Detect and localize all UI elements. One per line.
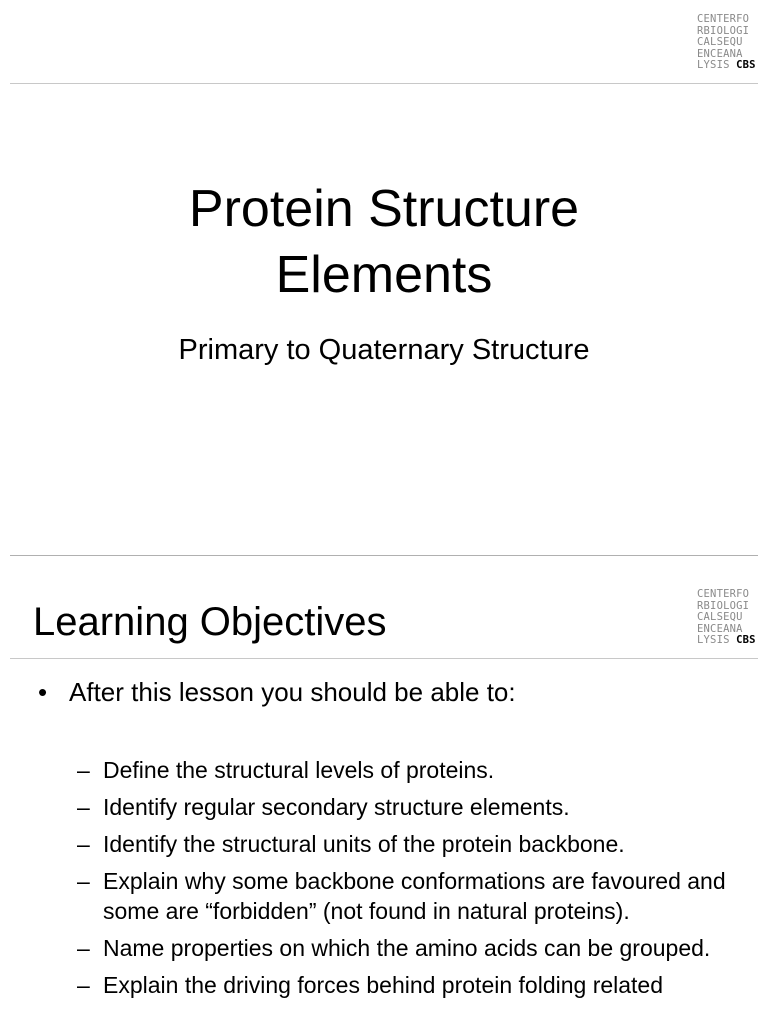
objective-text: Identify regular secondary structure elements. [103, 794, 570, 820]
main-bullet [38, 675, 516, 709]
slide-heading: Learning Objectives [33, 600, 387, 644]
header-rule [10, 658, 758, 659]
slide-title-line: Elements [275, 246, 493, 304]
cbs-logo [697, 589, 756, 647]
list-item [77, 970, 757, 1000]
logo-row: CALSEQU [697, 36, 743, 48]
logo-row: ENCEANA [697, 622, 743, 635]
main-bullet-text: After this lesson you should be able to: [69, 677, 516, 707]
logo-row: CENTERFO [697, 588, 750, 600]
dash-marker: – [77, 972, 90, 998]
logo-row: ENCEANA [697, 47, 743, 60]
list-item [77, 866, 757, 926]
list-item [77, 933, 757, 963]
slide-title [0, 176, 768, 308]
slide-title-line: Protein Structure [188, 180, 580, 238]
logo-mark: CBS [736, 634, 756, 646]
dash-marker: – [77, 757, 90, 783]
list-item [77, 829, 757, 859]
objectives-list [77, 755, 757, 1007]
logo-row: CENTERFO [697, 13, 750, 25]
logo-mark: CBS [736, 59, 756, 71]
bullet-marker: • [38, 677, 48, 707]
header-rule [10, 83, 758, 84]
logo-row: RBIOLOGI [697, 24, 750, 37]
logo-row-text: LYSIS [697, 634, 730, 646]
slide-subtitle: Primary to Quaternary Structure [178, 334, 590, 366]
logo-row [697, 635, 756, 647]
objective-text: Explain why some backbone conformations are favoured and some are “forbidden” (not found in natural proteins). [103, 868, 726, 924]
objectives-slide [0, 557, 768, 1024]
logo-row [697, 60, 756, 72]
dash-marker: – [77, 794, 90, 820]
dash-marker: – [77, 831, 90, 857]
objective-text: Explain the driving forces behind protein folding related [103, 972, 664, 998]
objective-text: Identify the structural units of the protein backbone. [103, 831, 625, 857]
slide-divider [10, 555, 758, 556]
logo-row-text: LYSIS [697, 59, 730, 71]
logo-row: RBIOLOGI [697, 599, 750, 612]
cbs-logo [697, 14, 756, 72]
objective-text: Define the structural levels of proteins. [103, 757, 495, 783]
dash-marker: – [77, 935, 90, 961]
objective-text: Name properties on which the amino acids can be grouped. [103, 935, 711, 961]
logo-row: CALSEQU [697, 611, 743, 623]
list-item [77, 755, 757, 785]
list-item [77, 792, 757, 822]
dash-marker: – [77, 868, 90, 894]
